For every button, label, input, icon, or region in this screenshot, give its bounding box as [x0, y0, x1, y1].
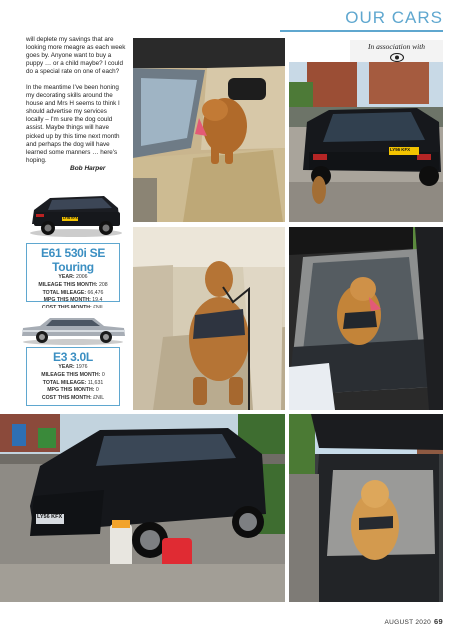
license-plate: LY56 KFX: [63, 216, 78, 220]
fact-row-year: YEAR: 2006: [58, 274, 88, 280]
fact-row-mileage-month: MILEAGE THIS MONTH: 208: [38, 281, 108, 288]
article-body: [26, 36, 126, 173]
issue-date: AUGUST 2020: [384, 619, 432, 626]
fact-box-touring: [26, 243, 120, 302]
eye-logo-icon: [390, 53, 404, 62]
byline: Bob Harper: [70, 165, 106, 172]
fact-row-mpg: MPG THIS MONTH: 19.4: [43, 297, 103, 304]
fact-box-title: E3 3.0L: [53, 350, 93, 364]
touring-thumbnail-photo: [26, 188, 126, 240]
page-number: 69: [434, 617, 443, 626]
dog-harness-seat-photo: [133, 227, 285, 410]
fact-row-total-mileage: TOTAL MILEAGE: 11,631: [42, 379, 104, 386]
fact-row-cost: COST THIS MONTH: £NIL: [41, 395, 105, 402]
section-rule: [280, 30, 443, 32]
article-paragraph: In the meantime I've been honing my decorating skills around the house and Mrs H seems to think I should advertise my services locally – I'm sure the dog could assist. Maybe things will have picked up by this time next month and perhaps the dog will have learned some manners … here's hoping.: [26, 84, 120, 164]
license-plate: LY56 KFX: [37, 514, 63, 520]
touring-wash-photo: [0, 414, 285, 602]
page-footer: [385, 617, 444, 626]
dog-open-boot-photo: [289, 414, 443, 602]
fact-box-title: E61 530i SE Touring: [40, 246, 106, 274]
section-title: OUR CARS: [345, 8, 443, 27]
e3-thumbnail-photo: [18, 308, 128, 346]
touring-street-photo: [289, 62, 443, 222]
fact-row-total-mileage: TOTAL MILEAGE: 66,476: [42, 289, 104, 296]
fact-row-mileage-month: MILEAGE THIS MONTH: 0: [41, 371, 105, 378]
dog-boot-photo: [289, 227, 443, 410]
fact-row-mpg: MPG THIS MONTH: 0: [47, 387, 99, 394]
fact-row-year: YEAR: 1976: [58, 364, 88, 370]
sponsor-intro: In association with: [367, 42, 426, 51]
article-paragraph: will deplete my savings that are looking more meagre as each week goes by. Anyone want to buy a puppy … or a child maybe? I could do a special rate on one of each?: [26, 36, 126, 76]
license-plate: LY56 KFX: [390, 147, 411, 152]
dog-rear-seat-photo: [133, 38, 285, 222]
fact-box-e3: [26, 347, 120, 406]
